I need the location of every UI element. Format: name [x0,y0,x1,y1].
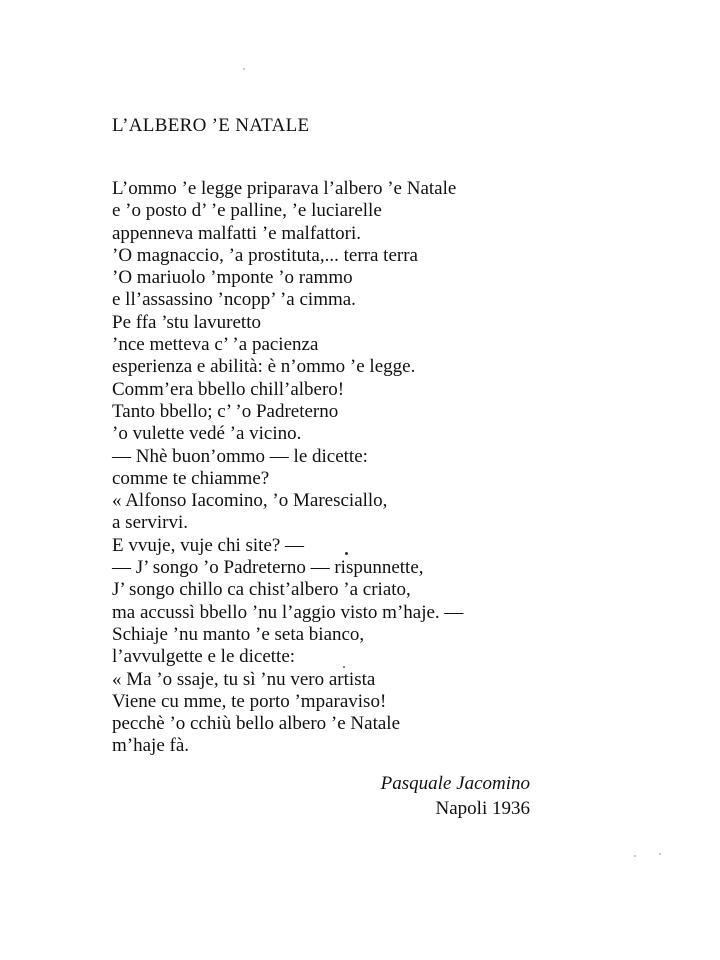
poem-line: E vvuje, vuje chi site? — [112,534,305,556]
scan-speck [634,855,636,857]
poem-line: — J’ songo ’o Padreterno — rispunnette, [112,557,424,579]
poem-line: Comm’era bbello chill’albero! [112,378,345,400]
poem-line: ’o vulette vedé ’a vicino. [112,423,302,445]
poem-line: ’nce metteva c’ ’a pacienza [112,334,319,356]
poem-line: Tanto bbello; c’ ’o Padreterno [112,400,339,422]
poem-line: l’avvulgette e le dicette: [112,646,296,668]
poem-line: ’O magnaccio, ’a prostituta,... terra terra [112,244,418,266]
poem-line: L’ommo ’e legge priparava l’albero ’e Natale [112,178,457,199]
scan-speck [659,853,661,855]
poem-line: Viene cu mme, te porto ’mparaviso! [112,690,387,712]
poem-line: e ’o posto d’ ’e palline, ’e luciarelle [112,200,382,222]
poem-line: « Ma ’o ssaje, tu sì ’nu vero artista [112,668,376,690]
poem-line: Schiaje ’nu manto ’e seta bianco, [112,623,365,645]
poem-body [112,178,572,758]
scan-speck [243,68,245,70]
signature-block [381,772,530,822]
poem-line: ’O mariuolo ’mponte ’o rammo [112,267,353,289]
poem-line: J’ songo chillo ca chist’albero ’a criato, [112,579,411,601]
poem-line: a servirvi. [112,512,188,534]
poem-line: appenneva malfatti ’e malfattori. [112,222,361,244]
poem-line: m’haje fà. [112,735,190,757]
poem-line: pecchè ’o cchiù bello albero ’e Natale [112,713,401,735]
poem-line: e ll’assassino ’ncopp’ ’a cimma. [112,289,356,311]
poem-line: « Alfonso Iacomino, ’o Maresciallo, [112,490,388,512]
poem-line: esperienza e abilità: è n’ommo ’e legge. [112,356,416,378]
poem-line: — Nhè buon’ommo — le dicette: [112,445,368,467]
author-name: Pasquale Jacomino [380,773,530,794]
poem-line: Pe ffa ’stu lavuretto [112,311,261,333]
poem-line: ma accussì bbello ’nu l’aggio visto m’haje. — [112,601,464,623]
poem-title: L’ALBERO ’E NATALE [112,115,310,136]
scan-speck [345,552,348,555]
poem-line: comme te chiamme? [112,467,270,489]
scan-speck [343,666,345,668]
place-date: Napoli 1936 [435,798,530,819]
